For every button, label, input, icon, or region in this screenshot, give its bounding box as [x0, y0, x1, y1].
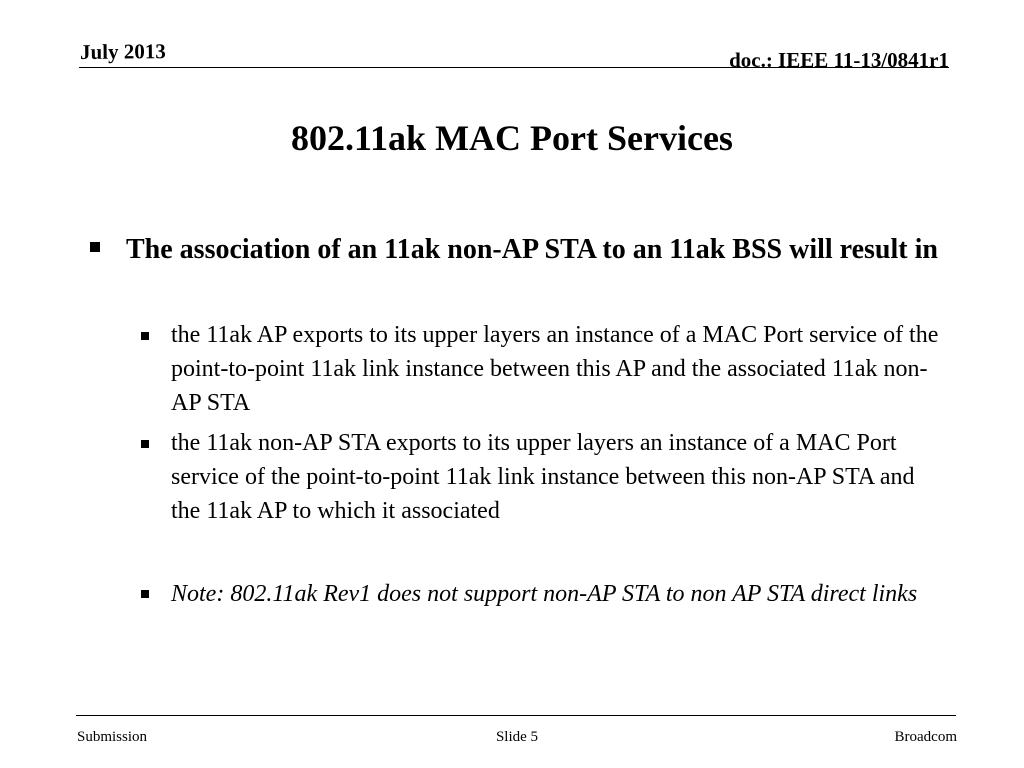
header-date: July 2013: [79, 39, 166, 64]
footer-company: Broadcom: [894, 729, 957, 745]
bullet-level2-note: Note: 802.11ak Rev1 does not support non-AP STA to non AP STA direct links: [171, 581, 918, 607]
bullet-marker-level2: [141, 590, 149, 598]
header-doc-id: doc.: IEEE 11-13/0841r1: [729, 48, 949, 72]
footer-divider: [76, 715, 956, 716]
bullet-marker-level2: [141, 332, 149, 340]
slide-title: 802.11ak MAC Port Services: [291, 118, 733, 158]
bullet-marker-level1: [90, 242, 100, 252]
bullet-level1-association: The association of an 11ak non-AP STA to an 11ak BSS will result in: [126, 234, 938, 265]
bullet-level2-ap-exports: the 11ak AP exports to its upper layers an instance of a MAC Port service of the point-to-point 11ak link instance between this AP and the associated 11ak non-AP STA: [171, 322, 939, 416]
footer-slide-number: Slide 5: [495, 729, 539, 745]
bullet-marker-level2: [141, 440, 149, 448]
bullet-level2-sta-exports: the 11ak non-AP STA exports to its upper layers an instance of a MAC Port service of the point-to-point 11ak link instance between this non-AP STA and the 11ak AP to which it associated: [171, 430, 915, 524]
footer-submission: Submission: [77, 729, 148, 745]
